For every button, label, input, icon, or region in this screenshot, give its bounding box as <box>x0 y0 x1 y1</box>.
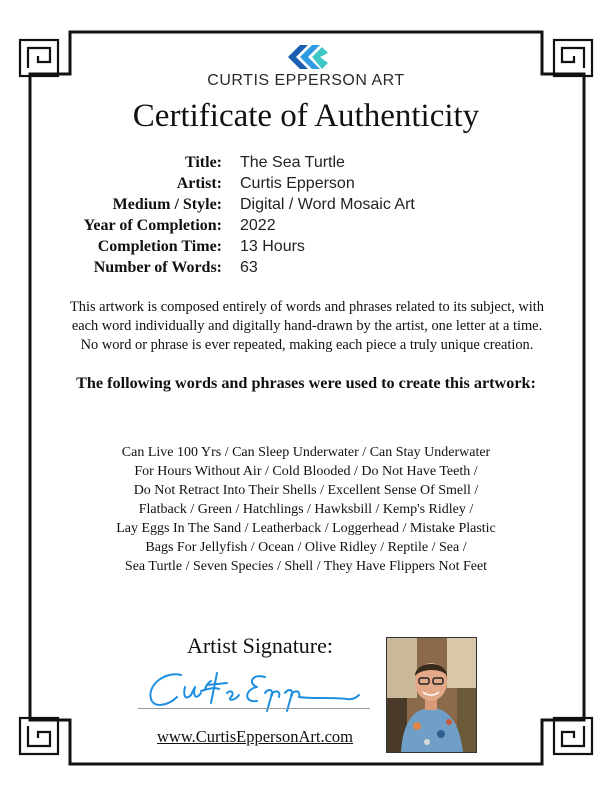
detail-value: 63 <box>240 259 258 276</box>
words-heading: The following words and phrases were used to create this artwork: <box>76 374 536 392</box>
detail-label: Number of Words: <box>93 259 222 276</box>
logo-mark-icon <box>274 42 338 72</box>
words-list <box>100 443 512 576</box>
artist-photo <box>386 637 477 753</box>
description-line: No word or phrase is ever repeated, making each piece a truly unique creation. <box>80 337 534 353</box>
certificate-title: Certificate of Authenticity <box>132 98 480 134</box>
website-link[interactable]: www.CurtisEppersonArt.com <box>157 727 353 746</box>
detail-value: Digital / Word Mosaic Art <box>240 196 415 213</box>
artist-signature-image <box>135 663 375 713</box>
detail-label: Completion Time: <box>97 238 222 255</box>
detail-value: Curtis Epperson <box>240 175 355 192</box>
detail-row-title <box>60 154 560 175</box>
signature-label: Artist Signature: <box>186 633 334 658</box>
corner-ornament-bottom-right <box>554 718 592 754</box>
description-line: This artwork is composed entirely of words and phrases related to its subject, with <box>70 299 544 315</box>
detail-label: Title: <box>184 154 222 171</box>
words-line: For Hours Without Air / Cold Blooded / Do Not Have Teeth / <box>134 464 478 479</box>
description-paragraph <box>58 298 556 355</box>
signature-line <box>138 708 370 709</box>
words-line: Sea Turtle / Seven Species / Shell / They Have Flippers Not Feet <box>124 559 488 574</box>
words-line: Flatback / Green / Hatchlings / Hawksbill / Kemp's Ridley / <box>138 502 474 517</box>
brand-logo <box>0 42 612 90</box>
words-line: Bags For Jellyfish / Ocean / Olive Ridley / Reptile / Sea / <box>145 540 467 555</box>
detail-label: Medium / Style: <box>112 196 222 213</box>
artwork-details <box>60 154 560 280</box>
words-line: Lay Eggs In The Sand / Leatherback / Loggerhead / Mistake Plastic <box>116 521 496 536</box>
detail-row-word-count <box>60 259 560 280</box>
detail-label: Artist: <box>176 175 222 192</box>
words-line: Can Live 100 Yrs / Can Sleep Underwater / Can Stay Underwater <box>121 445 491 460</box>
corner-ornament-bottom-left <box>20 718 58 754</box>
detail-value: 13 Hours <box>240 238 305 255</box>
description-line: each word individually and digitally hand-drawn by the artist, one letter at a time. <box>71 318 543 334</box>
words-line: Do Not Retract Into Their Shells / Excellent Sense Of Smell / <box>133 483 479 498</box>
detail-row-year <box>60 217 560 238</box>
detail-value: The Sea Turtle <box>240 154 345 171</box>
detail-row-medium <box>60 196 560 217</box>
detail-row-time <box>60 238 560 259</box>
detail-value: 2022 <box>240 217 276 234</box>
detail-label: Year of Completion: <box>83 217 222 234</box>
logo-text: CURTIS EPPERSON ART <box>207 72 405 89</box>
detail-row-artist <box>60 175 560 196</box>
